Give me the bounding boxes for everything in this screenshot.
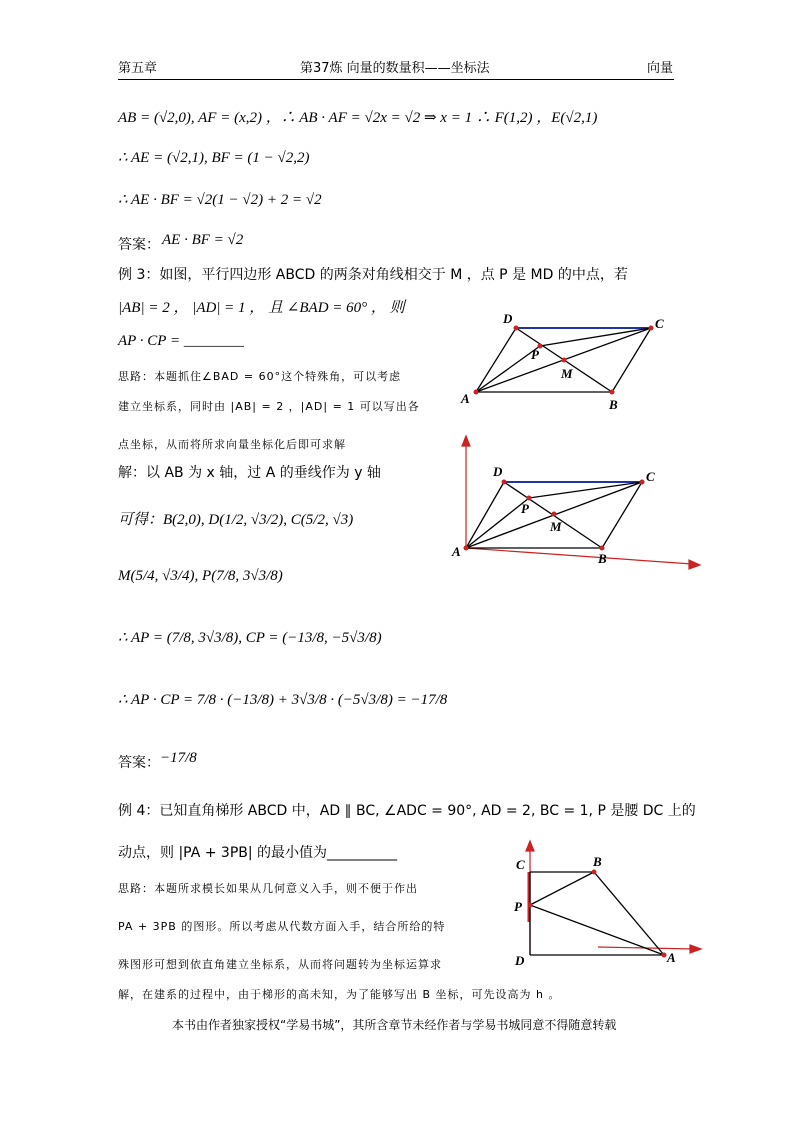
label-p: P — [514, 899, 522, 914]
edge-ad — [476, 328, 516, 392]
label-b: B — [593, 854, 602, 869]
label-p: P — [531, 347, 539, 362]
figure-parallelogram — [455, 305, 680, 415]
point-p — [527, 496, 532, 501]
x-axis-arrow — [690, 945, 701, 953]
example3-question-line2: |AB| = 2 ， |AD| = 1 ， 且 ∠BAD = 60° ， 则 — [118, 300, 405, 316]
edge-ad — [466, 482, 504, 548]
point-b — [600, 546, 605, 551]
label-p: P — [521, 501, 529, 516]
edge-bc — [602, 482, 642, 548]
label-d: D — [515, 953, 525, 968]
figure-right-trapezoid — [508, 838, 704, 970]
example3-idea-line2: 建立坐标系，同时由 |AB| = 2 ，|AD| = 1 可以写出各 — [118, 400, 420, 413]
part1-line1: AB = (√2,0), AF = (x,2) ，∴ AB · AF = √2x = √2 ⇒ x = 1 ∴ F(1,2) ，E(√2,1) — [118, 110, 598, 126]
x-axis — [466, 548, 692, 564]
example3-solution-line3: M(5/4, √3/4), P(7/8, 3√3/8) — [118, 568, 283, 584]
y-axis-arrow — [462, 436, 470, 446]
label-m: M — [550, 519, 562, 534]
part1-answer-expr: AE · BF = √2 — [162, 232, 244, 248]
seg-cp — [540, 328, 651, 346]
example3-solution-line4: ∴ AP = (7/8, 3√3/8), CP = (−13/8, −5√3/8) — [118, 630, 382, 646]
example4-question-line2: 动点，则 |PA + 3PB| 的最小值为__________ — [118, 845, 398, 861]
footer-copyright: 本书由作者独家授权“学易书城”，其所含章节未经作者与学易书城同意不得随意转载 — [172, 1018, 617, 1032]
label-d: D — [493, 464, 503, 479]
seg-cp — [529, 482, 642, 498]
example3-answer-label: 答案： — [118, 755, 160, 771]
label-a: A — [667, 950, 676, 965]
example4-idea-line1: 思路：本题所求模长如果从几何意义入手，则不便于作出 — [118, 882, 418, 895]
part1-line2: ∴ AE = (√2,1), BF = (1 − √2,2) — [118, 150, 310, 166]
label-m: M — [561, 366, 573, 381]
example3-idea-line1: 思路：本题抓住∠BAD = 60°这个特殊角，可以考虑 — [118, 370, 402, 383]
example4-question-line1: 例 4：已知直角梯形 ABCD 中，AD ∥ BC, ∠ADC = 90°, AD = 2, BC = 1, P 是腰 DC 上的 — [118, 803, 696, 819]
point-a — [474, 390, 479, 395]
example3-question-line1: 例 3：如图，平行四边形 ABCD 的两条对角线相交于 M ，点 P 是 MD 的中点，若 — [118, 267, 628, 283]
example4-idea-line3: 殊图形可想到依直角建立坐标系，从而将问题转为坐标运算求 — [118, 958, 442, 971]
example3-idea-line3: 点坐标，从而将所求向量坐标化后即可求解 — [118, 438, 346, 451]
example3-question-line3: AP · CP = ________ — [118, 333, 244, 349]
y-axis-arrow — [526, 841, 534, 851]
seg-pb — [530, 872, 594, 905]
point-b — [610, 390, 615, 395]
point-m — [562, 358, 567, 363]
label-b: B — [598, 551, 607, 566]
point-d — [502, 480, 507, 485]
header-chapter: 第五章 — [118, 61, 158, 76]
example3-solution-line5: ∴ AP · CP = 7/8 · (−13/8) + 3√3/8 · (−5√3/8) = −17/8 — [118, 692, 448, 708]
header-topic: 向量 — [647, 61, 674, 76]
point-p — [528, 903, 533, 908]
x-axis-arrow — [689, 560, 700, 569]
point-a — [662, 953, 667, 958]
example3-solution-line2: 可得：B(2,0), D(1/2, √3/2), C(5/2, √3) — [118, 512, 354, 528]
part1-answer-label: 答案： — [118, 237, 160, 253]
example3-answer-value: −17/8 — [160, 750, 197, 766]
part1-line3: ∴ AE · BF = √2(1 − √2) + 2 = √2 — [118, 192, 322, 208]
header-rule — [118, 79, 674, 80]
label-b: B — [609, 397, 618, 412]
label-c: C — [655, 316, 664, 331]
example3-solution-line1: 解：以 AB 为 x 轴，过 A 的垂线作为 y 轴 — [118, 465, 381, 481]
figure-parallelogram-axes — [448, 432, 704, 572]
point-c — [649, 326, 654, 331]
point-a — [464, 546, 469, 551]
seg-pa — [530, 905, 664, 955]
label-a: A — [461, 391, 470, 406]
seg-ap — [466, 498, 529, 548]
point-b — [592, 870, 597, 875]
label-a: A — [452, 544, 461, 559]
edge-bc — [612, 328, 651, 392]
example4-idea-line4: 解，在建系的过程中，由于梯形的高未知，为了能够写出 B 坐标，可先设高为 h 。 — [118, 988, 561, 1001]
example4-idea-line2: PA + 3PB 的图形。所以考虑从代数方面入手，结合所给的特 — [118, 920, 446, 933]
point-c — [640, 480, 645, 485]
header-title: 第37炼 向量的数量积——坐标法 — [300, 61, 490, 76]
label-d: D — [503, 311, 513, 326]
label-c: C — [646, 469, 655, 484]
label-c: C — [516, 857, 525, 872]
point-d — [514, 326, 519, 331]
point-m — [552, 512, 557, 517]
